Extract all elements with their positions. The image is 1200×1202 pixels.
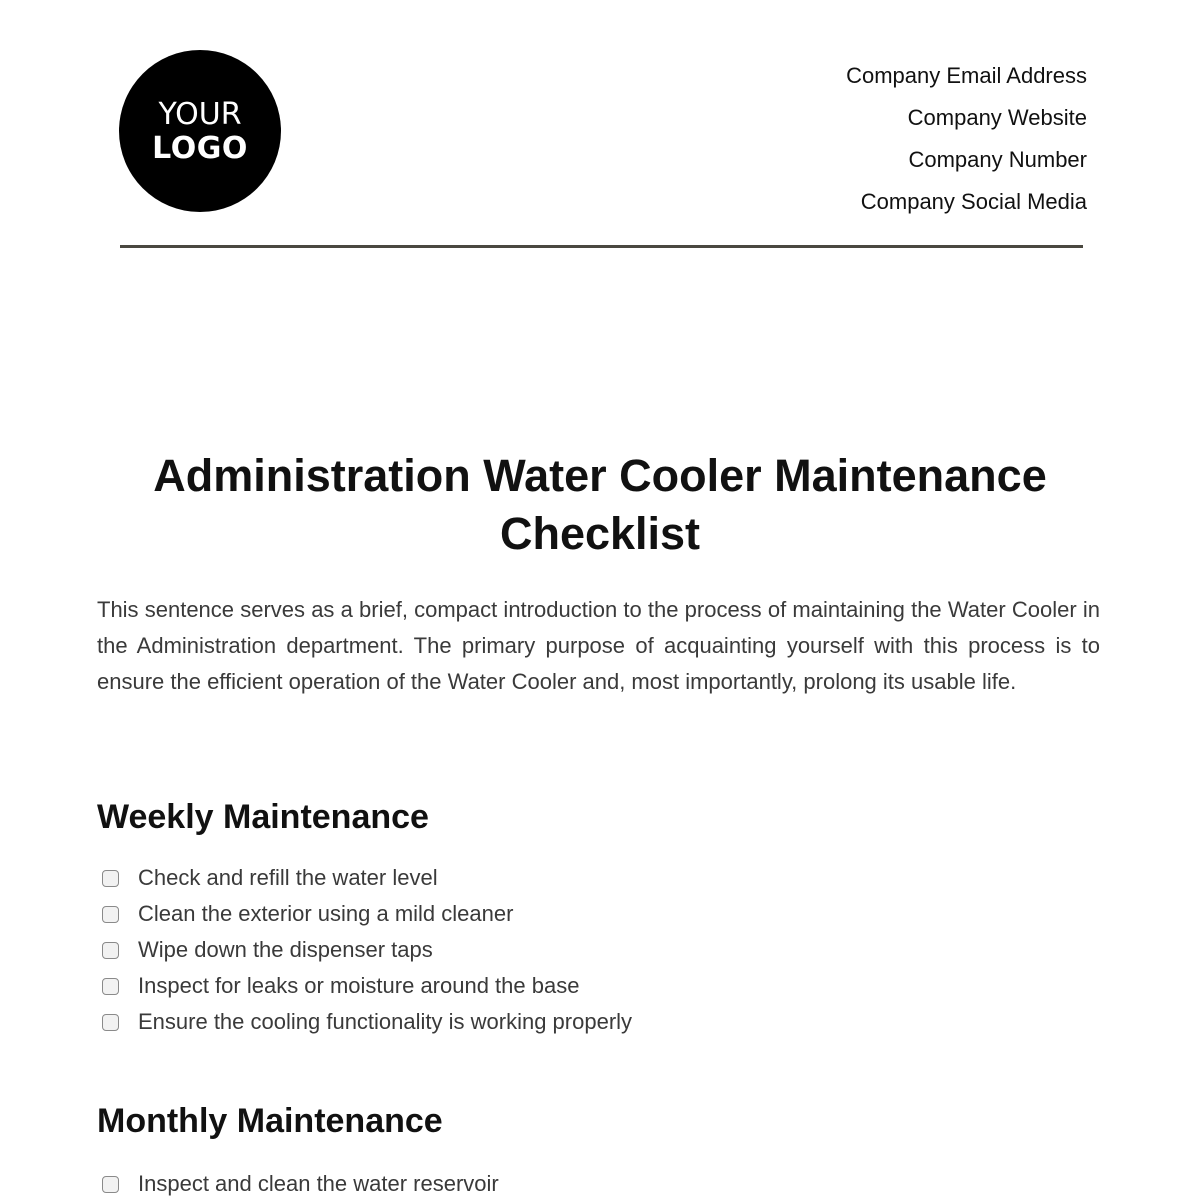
checklist-item[interactable]: [100, 932, 632, 968]
company-contact-block: [846, 55, 1087, 223]
company-social-media: Company Social Media: [860, 189, 1087, 214]
checkbox[interactable]: [102, 1014, 119, 1031]
checklist-item-label: Wipe down the dispenser taps: [138, 937, 433, 962]
company-website: Company Website: [907, 105, 1087, 130]
checklist-item[interactable]: [100, 968, 632, 1004]
intro-paragraph: This sentence serves as a brief, compact introduction to the process of maintaining the Water Cooler in the Administration department. The primary purpose of acquainting yourself with this process is to ensure the efficient operation of the Water Cooler and, most importantly, prolong its usable life.: [97, 597, 1100, 694]
checkbox[interactable]: [102, 978, 119, 995]
company-email: Company Email Address: [846, 63, 1087, 88]
weekly-checklist: [100, 860, 632, 1040]
header-divider: [120, 245, 1083, 248]
weekly-maintenance-heading: Weekly Maintenance: [97, 798, 429, 836]
document-title: Administration Water Cooler Maintenance Checklist: [153, 450, 1047, 560]
checklist-item-label: Inspect and clean the water reservoir: [138, 1171, 499, 1196]
checklist-item[interactable]: [100, 1166, 499, 1202]
checkbox[interactable]: [102, 870, 119, 887]
checkbox[interactable]: [102, 906, 119, 923]
monthly-checklist: [100, 1166, 499, 1202]
checkbox[interactable]: [102, 942, 119, 959]
checklist-item[interactable]: [100, 896, 632, 932]
checklist-item[interactable]: [100, 860, 632, 896]
company-number: Company Number: [908, 147, 1087, 172]
checkbox[interactable]: [102, 1176, 119, 1193]
checklist-item-label: Check and refill the water level: [138, 865, 438, 890]
logo-text-line1: YOUR: [158, 97, 242, 132]
checklist-item-label: Ensure the cooling functionality is working properly: [138, 1009, 633, 1034]
logo-text-line2: LOGO: [152, 131, 248, 166]
company-logo: [119, 50, 281, 212]
checklist-item-label: Clean the exterior using a mild cleaner: [138, 901, 514, 926]
monthly-maintenance-heading: Monthly Maintenance: [97, 1102, 443, 1140]
checklist-item[interactable]: [100, 1004, 632, 1040]
checklist-item-label: Inspect for leaks or moisture around the base: [138, 973, 580, 998]
